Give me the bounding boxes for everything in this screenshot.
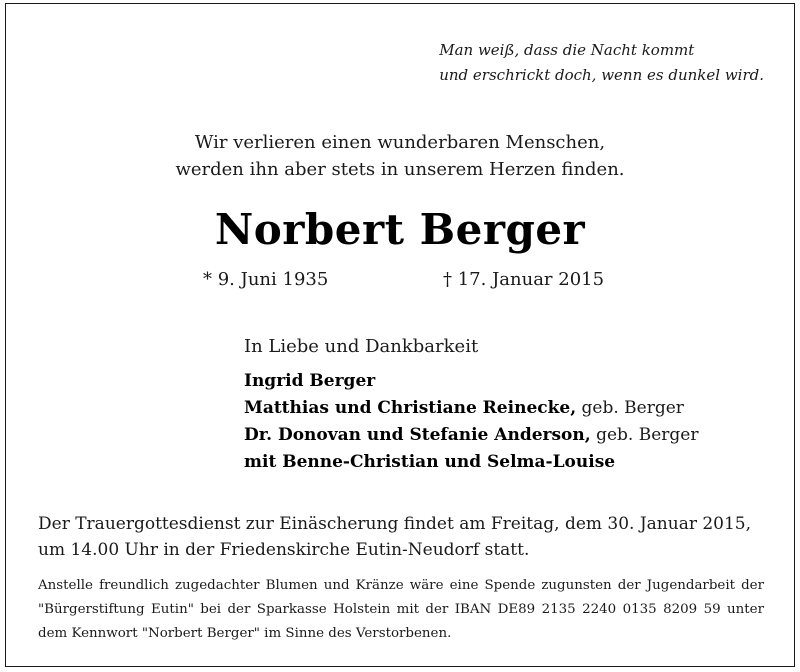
birth-date: * 9. Juni 1935 [203,269,329,290]
motto-line-2: und erschrickt doch, wenn es dunkel wird. [439,66,764,84]
service-line-2: um 14.00 Uhr in der Friedenskirche Eutin-Neudorf statt. [38,540,530,560]
deceased-name: Norbert Berger [214,205,586,254]
mourner-name: Matthias und Christiane Reinecke, [244,398,577,418]
mourner-name: Dr. Donovan und Stefanie Anderson, [244,425,591,445]
donation-note: Anstelle freundlich zugedachter Blumen und Kränze wäre eine Spende zugunsten der Jugendarbeit der "Bürgerstiftung Eutin" bei der Sparkasse Holstein mit der IBAN DE89 2135 2240 0135 8209 59 unter dem Kennwort "Norbert Berger" im Sinne des Verstorbenen. [38,578,764,641]
obituary-notice [5,3,795,667]
mourner-line [244,395,698,422]
mourner-note: geb. Berger [590,425,699,445]
mourner-line [244,449,698,476]
motto-quote [439,38,764,88]
death-date: † 17. Januar 2015 [443,269,605,290]
mourners-list [244,368,698,476]
motto-line-1: Man weiß, dass die Nacht kommt [439,41,695,59]
service-info [38,511,764,563]
service-line-1: Der Trauergottesdienst zur Einäscherung findet am Freitag, dem 30. Januar 2015, [38,514,752,534]
intro-line-2: werden ihn aber stets in unserem Herzen finden. [175,159,625,180]
mourner-line [244,368,698,395]
mourner-name: Ingrid Berger [244,371,376,391]
intro-line-1: Wir verlieren einen wunderbaren Menschen, [194,132,606,153]
intro-text [6,129,794,183]
mourner-line [244,422,698,449]
mourner-note: geb. Berger [576,398,684,418]
mourners-heading: In Liebe und Dankbarkeit [244,336,479,357]
mourner-name: mit Benne-Christian und Selma-Louise [244,452,616,472]
